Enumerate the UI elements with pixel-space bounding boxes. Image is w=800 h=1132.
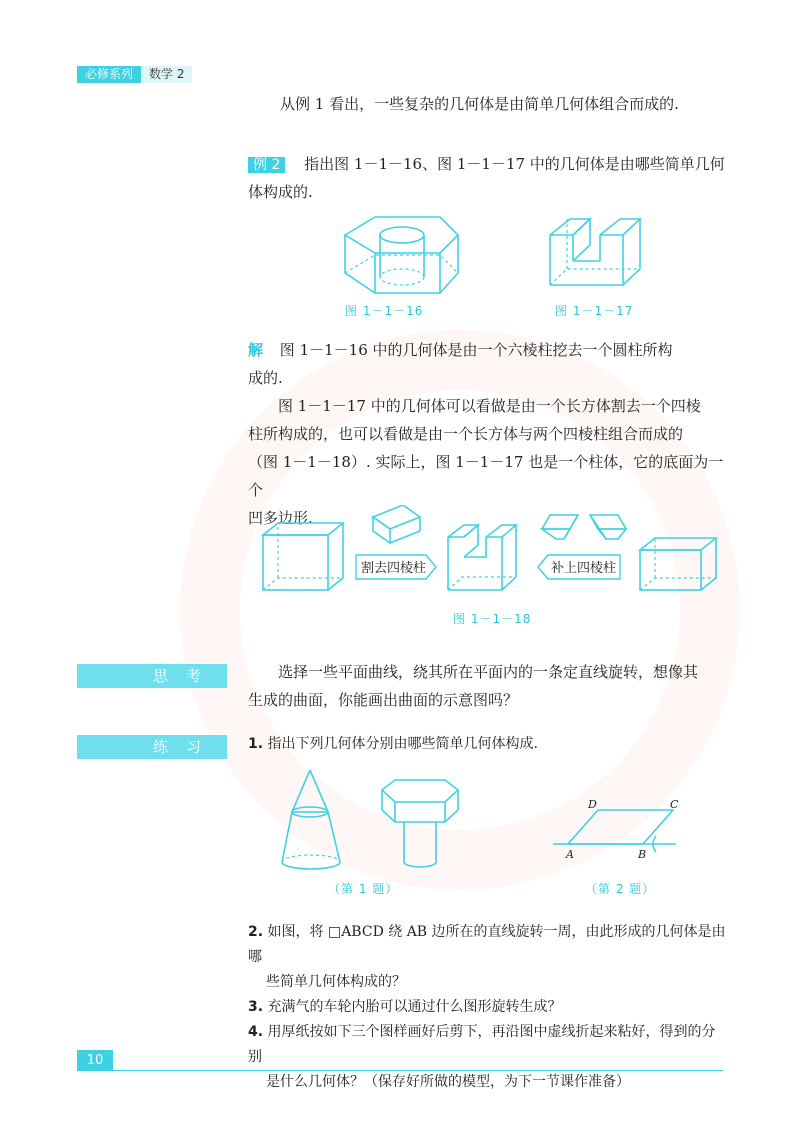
example-line1: 指出图 1－1－16、图 1－1－17 中的几何体是由哪些简单几何 <box>304 155 725 173</box>
notched-middle <box>448 525 516 590</box>
practice-rest <box>248 920 728 1095</box>
point-C: C <box>670 798 679 811</box>
example-2 <box>248 150 728 206</box>
caption-q2: （第 2 题） <box>585 882 656 896</box>
cone-frustum-figure <box>282 770 340 869</box>
notched-block-figure <box>550 219 640 285</box>
hex-cylinder-figure <box>382 780 458 867</box>
q1-text: 指出下列几何体分别由哪些简单几何体构成. <box>267 736 538 752</box>
think-label: 思考 <box>77 664 227 688</box>
practice-fig1 <box>270 770 470 875</box>
q4-line2: 是什么几何体？（保存好所做的模型，为下一节课作准备） <box>266 1074 630 1090</box>
practice-label: 练习 <box>77 735 227 759</box>
box-right <box>640 538 716 590</box>
q2-line2: 些简单几何体构成的？ <box>266 974 406 990</box>
q4-number: 4. <box>248 1024 264 1040</box>
point-D: D <box>588 798 597 811</box>
point-B: B <box>638 848 647 861</box>
figure-16-17 <box>330 205 650 305</box>
header-tag <box>77 66 192 83</box>
arrow-add-label: 补上四棱柱 <box>551 561 617 576</box>
solution-tag: 解 <box>248 341 264 359</box>
think-text <box>248 658 728 714</box>
q2-number: 2. <box>248 924 264 940</box>
caption-fig16: 图 1－1－16 <box>345 304 424 318</box>
solution-p1-line2: 成的. <box>248 369 283 387</box>
caption-fig17: 图 1－1－17 <box>555 304 634 318</box>
page-number: 10 <box>77 1050 113 1071</box>
solution-p2-line1: 图 1－1－17 中的几何体可以看做是由一个长方体割去一个四棱 <box>278 397 701 415</box>
box-left <box>263 523 343 590</box>
think-line2: 生成的曲面，你能画出曲面的示意图吗？ <box>248 691 519 709</box>
solution-p2-line3: （图 1－1－18）. 实际上，图 1－1－17 也是一个柱体，它的底面为一个 <box>248 453 724 499</box>
q1-number: 1. <box>248 736 264 752</box>
figure-18 <box>258 505 728 605</box>
q4-line1: 用厚纸按如下三个图样画好后剪下，再沿图中虚线折起来粘好，得到的分别 <box>248 1024 716 1065</box>
example-line2: 体构成的. <box>248 183 313 201</box>
subject-label: 数学 2 <box>141 66 192 83</box>
small-prism-1 <box>373 505 420 543</box>
small-prism-2 <box>542 515 578 539</box>
point-A: A <box>566 848 574 861</box>
q2-line1: 如图，将 □ABCD 绕 AB 边所在的直线旋转一周，由此形成的几何体是由哪 <box>248 924 726 965</box>
arrow-cut-label: 割去四棱柱 <box>361 561 427 576</box>
q3-text: 充满气的车轮内胎可以通过什么图形旋转生成？ <box>267 999 562 1015</box>
series-label: 必修系列 <box>77 66 141 83</box>
hex-prism-figure <box>345 217 458 293</box>
think-line1: 选择一些平面曲线，绕其所在平面内的一条定直线旋转，想像其 <box>278 663 699 681</box>
caption-fig18: 图 1－1－18 <box>453 612 532 626</box>
solution-p1-line1: 图 1－1－16 中的几何体是由一个六棱柱挖去一个圆柱所构 <box>279 341 673 359</box>
practice-q1 <box>248 732 538 757</box>
arrow-add <box>538 555 620 579</box>
solution <box>248 336 728 532</box>
footer-rule <box>77 1070 723 1071</box>
example-tag: 例 2 <box>248 157 285 173</box>
arrow-cut <box>356 555 436 579</box>
practice-fig2 <box>548 798 688 863</box>
q3-number: 3. <box>248 999 264 1015</box>
solution-p2-line4: 凹多边形. <box>248 509 313 527</box>
intro-text: 从例 1 看出，一些复杂的几何体是由简单几何体组合而成的. <box>280 95 679 113</box>
solution-p2-line2: 柱所构成的，也可以看做是由一个长方体与两个四棱柱组合而成的 <box>248 425 684 443</box>
caption-q1: （第 1 题） <box>328 882 399 896</box>
small-prism-3 <box>590 515 626 539</box>
